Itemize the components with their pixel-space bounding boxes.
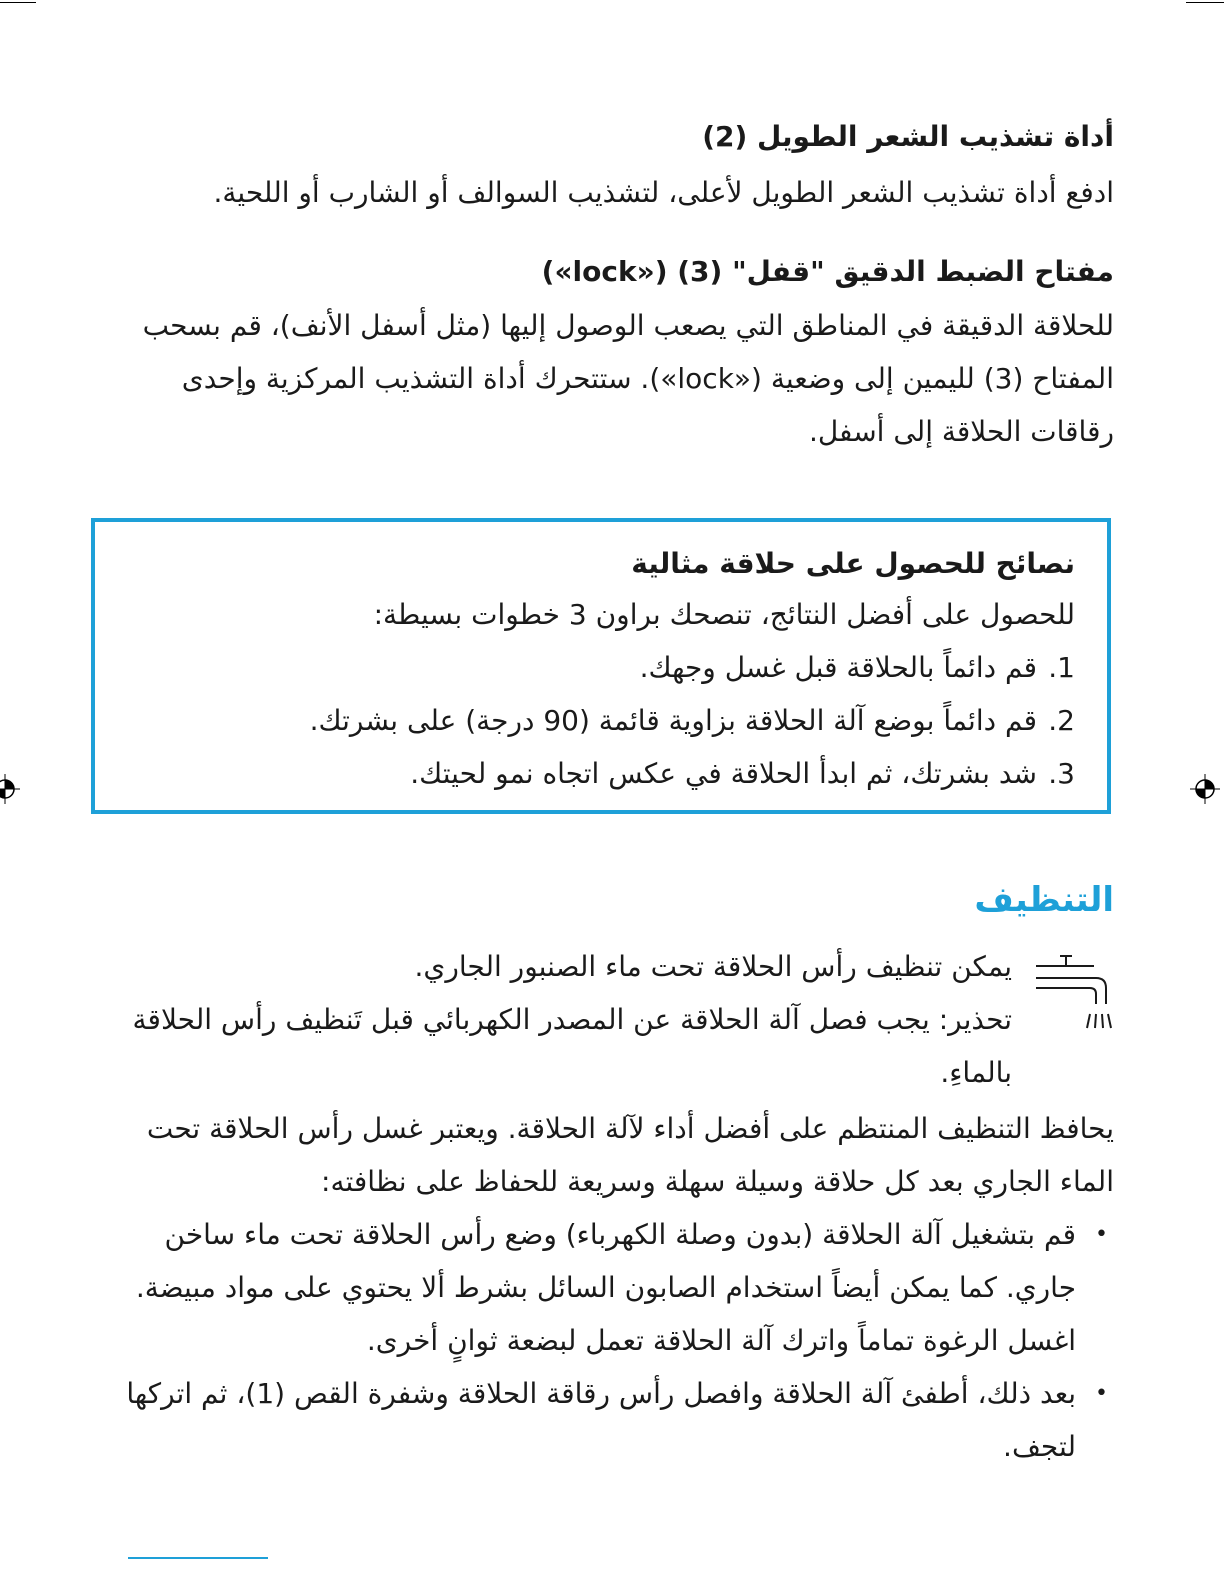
cleaning-notes: [112, 940, 1012, 1099]
trimmer-section: [114, 112, 1114, 219]
lock-section: [124, 247, 1114, 458]
cleaning-title: التنظيف: [974, 880, 1114, 920]
step-number: 1.: [1048, 651, 1075, 684]
step-text: قم دائماً بالحلاقة قبل غسل وجهك.: [639, 651, 1037, 684]
step-number: 2.: [1048, 704, 1075, 737]
cleaning-bullet: • بعد ذلك، أطفئ آلة الحلاقة وافصل رأس رقاقة الحلاقة وشفرة القص (1)، ثم اتركها لتجف.: [114, 1367, 1114, 1473]
trimmer-text: ادفع أداة تشذيب الشعر الطويل لأعلى، لتشذيب السوالف أو الشارب أو اللحية.: [213, 176, 1114, 209]
cleaning-bullets: [114, 1208, 1114, 1473]
tips-step: [125, 747, 1075, 800]
tips-box: [91, 518, 1111, 814]
lock-text: للحلاقة الدقيقة في المناطق التي يصعب الوصول إليها (مثل أسفل الأنف)، قم بسحب المفتاح (3) لليمين إلى وضعية («lock»). ستتحرك أداة التشذيب المركزية وإحدى رقاقات الحلاقة إلى أسفل.: [142, 309, 1114, 448]
step-text: قم دائماً بوضع آلة الحلاقة بزاوية قائمة (90 درجة) على بشرتك.: [309, 704, 1037, 737]
tips-intro: للحصول على أفضل النتائج، تنصحك براون 3 خطوات بسيطة:: [373, 598, 1075, 631]
tips-step: [125, 641, 1075, 694]
cleaning-bullet: • قم بتشغيل آلة الحلاقة (بدون وصلة الكهرباء) وضع رأس الحلاقة تحت ماء ساخن جاري. كما يمكن أيضاً استخدام الصابون السائل بشرط ألا يحتوي على مواد مبيضة. اغسل الرغوة تماماً واترك آلة الحلاقة تعمل لبضعة ثوانٍ أخرى.: [114, 1208, 1114, 1367]
cleaning-warning: تحذير: يجب فصل آلة الحلاقة عن المصدر الكهربائي قبل تَنظيف رأس الحلاقة بالماءِ.: [132, 1003, 1012, 1089]
cleaning-body: [114, 1102, 1114, 1473]
trimmer-heading: أداة تشذيب الشعر الطويل (2): [702, 120, 1114, 153]
crop-mark-top-left: [0, 2, 36, 3]
crop-mark-top-right: [1186, 2, 1224, 3]
tips-step: [125, 694, 1075, 747]
cleaning-note: يمكن تنظيف رأس الحلاقة تحت ماء الصنبور الجاري.: [414, 950, 1012, 983]
tips-heading: نصائح للحصول على حلاقة مثالية: [631, 547, 1075, 580]
crop-mark-bottom: [128, 1557, 268, 1559]
registration-mark-icon: [0, 774, 20, 804]
registration-mark-icon: [1190, 774, 1220, 804]
faucet-icon: [1030, 952, 1114, 1034]
cleaning-intro: يحافظ التنظيف المنتظم على أفضل أداء لآلة الحلاقة. ويعتبر غسل رأس الحلاقة تحت الماء الجاري بعد كل حلاقة وسيلة سهلة وسريعة للحفاظ على نظافته:: [146, 1112, 1114, 1198]
tips-steps: [125, 641, 1075, 800]
step-number: 3.: [1048, 757, 1075, 790]
step-text: شد بشرتك، ثم ابدأ الحلاقة في عكس اتجاه نمو لحيتك.: [410, 757, 1037, 790]
lock-heading: مفتاح الضبط الدقيق "قفل" (3) («lock»): [541, 255, 1114, 288]
